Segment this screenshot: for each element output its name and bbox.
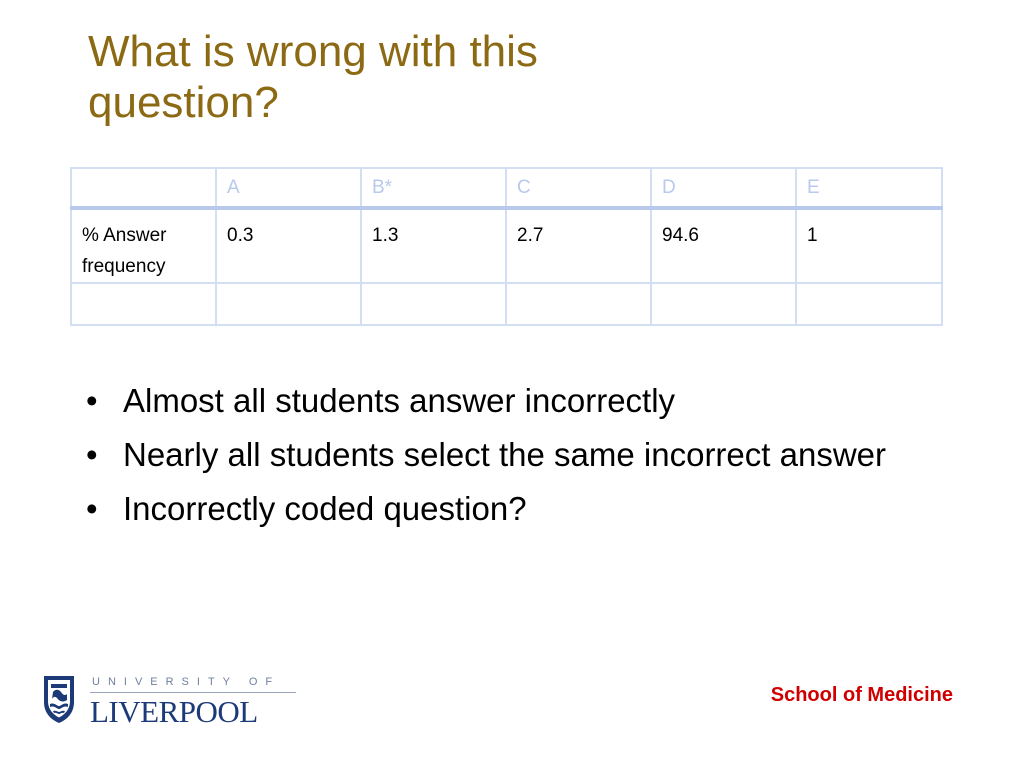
bullet-text: Almost all students answer incorrectly [123,382,676,419]
empty-cell [71,283,216,325]
empty-cell [506,283,651,325]
bullet-text: Incorrectly coded question? [123,490,527,527]
header-cell-b: B* [361,168,506,208]
empty-cell [361,283,506,325]
header-cell-corner [71,168,216,208]
bullet-list [86,380,966,542]
slide-title [88,26,788,128]
logo-university-of: UNIVERSITY OF [92,676,281,688]
bullet-item [86,380,966,422]
table-row-empty [71,283,942,325]
bullet-item [86,488,966,530]
empty-cell [796,283,942,325]
header-cell-a: A [216,168,361,208]
header-cell-e: E [796,168,942,208]
header-cell-d: D [651,168,796,208]
row-label-cell: % Answer frequency [71,208,216,283]
value-cell-c: 2.7 [506,208,651,283]
university-logo [42,672,281,729]
bullet-item [86,434,966,476]
crest-icon [42,674,76,724]
table-header-row [71,168,942,208]
empty-cell [651,283,796,325]
answer-frequency-table [70,167,943,326]
bullet-marker: • [86,436,98,473]
value-cell-d: 94.6 [651,208,796,283]
value-cell-a: 0.3 [216,208,361,283]
bullet-text: Nearly all students select the same incorrect answer [123,436,886,473]
table-row [71,208,942,283]
bullet-marker: • [86,382,98,419]
value-cell-e: 1 [796,208,942,283]
slide-title-line-2: question? [88,78,279,127]
header-cell-c: C [506,168,651,208]
logo-divider [90,692,296,693]
logo-liverpool: LIVERPOOL [90,694,258,729]
empty-cell [216,283,361,325]
slide-title-line-1: What is wrong with this [88,27,538,76]
value-cell-b: 1.3 [361,208,506,283]
school-name: School of Medicine [770,684,953,706]
bullet-marker: • [86,490,98,527]
